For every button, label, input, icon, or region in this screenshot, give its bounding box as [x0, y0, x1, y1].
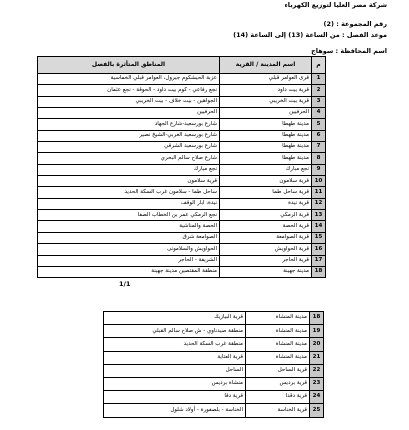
table-row	[38, 164, 326, 175]
affected-areas: الشريفة - الحاجر	[38, 255, 220, 266]
table-row	[38, 232, 326, 243]
village-name: مدينة طهطا	[220, 142, 312, 153]
affected-areas: منطقة غرب السكة الحديد	[104, 338, 246, 351]
table-body	[104, 312, 324, 418]
row-number: 19	[310, 325, 324, 338]
table-row	[38, 210, 326, 221]
row-number: 12	[312, 198, 326, 209]
village-name: نجع مبارك	[220, 164, 312, 175]
row-number: 18	[312, 266, 326, 277]
row-number: 15	[312, 232, 326, 243]
row-number: 6	[312, 130, 326, 141]
table-row	[38, 108, 326, 119]
village-name: مدينة طهطا	[220, 153, 312, 164]
village-name: قرية الحواويش	[220, 244, 312, 255]
table-body	[38, 74, 326, 278]
village-name: مدينة طهطا	[220, 130, 312, 141]
table-row	[38, 187, 326, 198]
row-number: 20	[310, 338, 324, 351]
affected-areas: الحواويش والسلامونى	[38, 244, 220, 255]
table-row	[104, 377, 324, 390]
row-number: 13	[312, 210, 326, 221]
affected-areas: عزبة الحيشكوم جيرول، العوامر قبلي الخماسية	[38, 74, 220, 85]
affected-areas: منطقة المقتصين مدينة جهينة	[38, 266, 220, 277]
affected-areas: شارع بورسعيد الشرقي	[38, 142, 220, 153]
affected-areas: ساحل طما - سلامون غرب السكة الحديد	[38, 187, 220, 198]
row-number: 5	[312, 119, 326, 130]
row-number: 3	[312, 96, 326, 107]
table-row	[104, 325, 324, 338]
village-name: قرية الحصة	[220, 221, 312, 232]
row-number: 10	[312, 176, 326, 187]
village-name: قرية الساحل	[246, 364, 310, 377]
table-row	[38, 153, 326, 164]
row-number: 7	[312, 142, 326, 153]
row-number: 8	[312, 153, 326, 164]
village-name: مدينة المنشاة	[246, 351, 310, 364]
table-header-row	[38, 57, 326, 74]
village-name: قرية الصوامعة	[220, 232, 312, 243]
table-row	[104, 312, 324, 325]
column-header-areas: المناطق المتأثرة بالفصل	[38, 57, 220, 74]
village-name: مدينة جهينة	[220, 266, 312, 277]
village-name: مدينة المنشاة	[246, 325, 310, 338]
affected-areas: قرية دقا	[104, 391, 246, 404]
village-name: قرية دقدا	[246, 391, 310, 404]
affected-areas: الساحل	[104, 364, 246, 377]
row-number: 17	[312, 255, 326, 266]
table-row	[38, 255, 326, 266]
affected-areas: نجع مبارك	[38, 164, 220, 175]
row-number: 2	[312, 85, 326, 96]
village-name: قرية بيت داود	[220, 85, 312, 96]
village-name: مدينة طهطا	[220, 119, 312, 130]
table-row	[38, 74, 326, 85]
row-number: 25	[310, 404, 324, 417]
row-number: 4	[312, 108, 326, 119]
village-name: مدينة المنشاة	[246, 312, 310, 325]
village-name: قرية الحاجر	[220, 255, 312, 266]
table-row	[104, 338, 324, 351]
table-row	[38, 244, 326, 255]
table-row	[38, 96, 326, 107]
affected-areas: قرية سلامون	[38, 176, 220, 187]
row-number: 22	[310, 364, 324, 377]
row-number: 23	[310, 377, 324, 390]
table-row	[38, 85, 326, 96]
table-row	[38, 176, 326, 187]
table-row	[38, 142, 326, 153]
village-name: قرية بيت الخريبي	[220, 96, 312, 107]
affected-areas: الحصة والمناشية	[38, 221, 220, 232]
village-name: قرى العوامر قبلي	[220, 74, 312, 85]
table-row	[38, 198, 326, 209]
row-number: 21	[310, 351, 324, 364]
outage-table-page-1	[37, 56, 326, 278]
table-row	[104, 364, 324, 377]
affected-areas: الخناسة - بلصفورة - أولاد شلول	[104, 404, 246, 417]
village-name: قرية سلامون	[220, 176, 312, 187]
governorate-name: اسم المحافظة : سوهاج	[311, 47, 387, 55]
village-name: قرية بردیس	[246, 377, 310, 390]
affected-areas: الجواهين - بيت خلاف - بيت الخريبي	[38, 96, 220, 107]
table-row	[38, 119, 326, 130]
affected-areas: الصوامعة شرق	[38, 232, 220, 243]
cutoff-schedule: موعد الفصل : من الساعة (13) إلى الساعة (14)	[233, 31, 387, 39]
affected-areas: نجع رفاعي - كوم بيت داود - الحوقة - نجع عثمان	[38, 85, 220, 96]
page-marker: 1/1	[119, 280, 131, 288]
table-row	[38, 130, 326, 141]
affected-areas: نجع الرمكي عمر بن الخطاب الصفا	[38, 210, 220, 221]
group-number: رقم المجموعة : (2)	[323, 20, 387, 28]
outage-table-page-2	[103, 311, 324, 418]
affected-areas: منطقة صيدناوي - ش صلاح سالم القبلي	[104, 325, 246, 338]
affected-areas: نيدة، ابار الوقف	[38, 198, 220, 209]
column-header-number: م	[312, 57, 326, 74]
row-number: 24	[310, 391, 324, 404]
row-number: 11	[312, 187, 326, 198]
affected-areas: شارع صلاح سالم البحري	[38, 153, 220, 164]
village-name: قرية نيدة	[220, 198, 312, 209]
table-row	[38, 266, 326, 277]
village-name: قرية ساحل طما	[220, 187, 312, 198]
company-name: شركة مصر العليا لتوزيع الكهرباء	[284, 1, 387, 9]
village-name: قرية الخناسة	[246, 404, 310, 417]
row-number: 18	[310, 312, 324, 325]
village-name: الحرفيين	[220, 108, 312, 119]
affected-areas: قرية البيازيك	[104, 312, 246, 325]
affected-areas: منشاة بردیس	[104, 377, 246, 390]
column-header-village: اسم المدينة / القرية	[220, 57, 312, 74]
row-number: 9	[312, 164, 326, 175]
table-row	[38, 221, 326, 232]
affected-areas: الحرفيين	[38, 108, 220, 119]
table-row	[104, 351, 324, 364]
village-name: مدينة المنشاة	[246, 338, 310, 351]
row-number: 14	[312, 221, 326, 232]
affected-areas: قرية العتاية	[104, 351, 246, 364]
village-name: قرية الرمكي	[220, 210, 312, 221]
row-number: 1	[312, 74, 326, 85]
affected-areas: شارع بورسعيد-شارع الجهاد	[38, 119, 220, 130]
row-number: 16	[312, 244, 326, 255]
table-row	[104, 391, 324, 404]
affected-areas: شارع بورسعيد الغربي-الشيخ نصير	[38, 130, 220, 141]
table-row	[104, 404, 324, 417]
